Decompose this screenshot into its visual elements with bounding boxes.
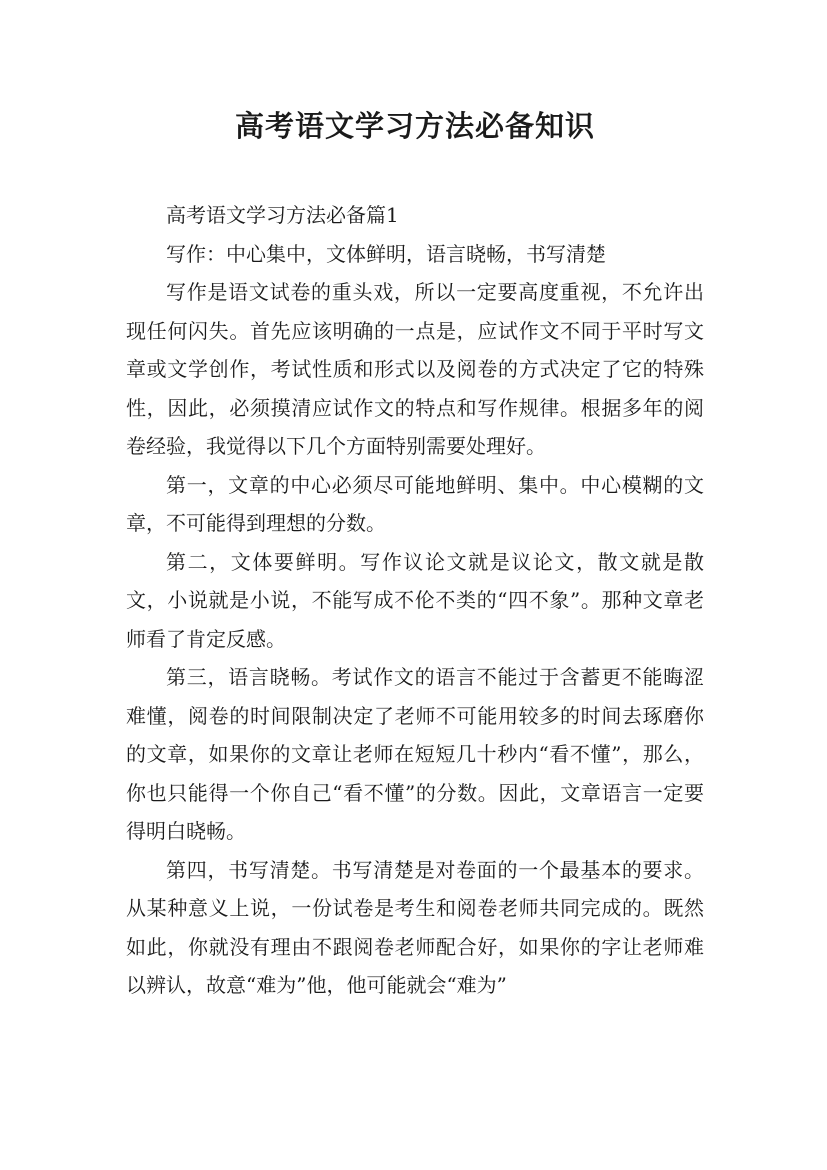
- paragraph-point-3: 第三，语言晓畅。考试作文的语言不能过于含蓄更不能晦涩难懂，阅卷的时间限制决定了老师不可能用较多的时间去琢磨你的文章，如果你的文章让老师在短短几十秒内“看不懂”，那么，你也只能得一个你自己“看不懂”的分数。因此，文章语言一定要得明白晓畅。: [126, 665, 704, 843]
- document-body: [126, 196, 704, 1005]
- section-heading: 高考语文学习方法必备篇1: [166, 203, 399, 227]
- paragraph-point-4: 第四，书写清楚。书写清楚是对卷面的一个最基本的要求。从某种意义上说，一份试卷是考生和阅卷老师共同完成的。既然如此，你就没有理由不跟阅卷老师配合好，如果你的字让老师难以辨认，故意“难为”他，他可能就会“难为”: [126, 857, 704, 997]
- paragraph-point-1: 第一，文章的中心必须尽可能地鲜明、集中。中心模糊的文章，不可能得到理想的分数。: [126, 472, 704, 535]
- document-title: 高考语文学习方法必备知识: [234, 109, 595, 143]
- subheading: 写作：中心集中，文体鲜明，语言晓畅，书写清楚: [166, 241, 606, 266]
- paragraph-intro: 写作是语文试卷的重头戏，所以一定要高度重视，不允许出现任何闪失。首先应该明确的一点是，应试作文不同于平时写文章或文学创作，考试性质和形式以及阅卷的方式决定了它的特殊性，因此，必须摸清应试作文的特点和写作规律。根据多年的阅卷经验，我觉得以下几个方面特别需要处理好。: [126, 280, 704, 458]
- document-page: [126, 0, 704, 1005]
- paragraph-point-2: 第二，文体要鲜明。写作议论文就是议论文，散文就是散文，小说就是小说，不能写成不伦不类的“四不象”。那种文章老师看了肯定反感。: [126, 549, 704, 651]
